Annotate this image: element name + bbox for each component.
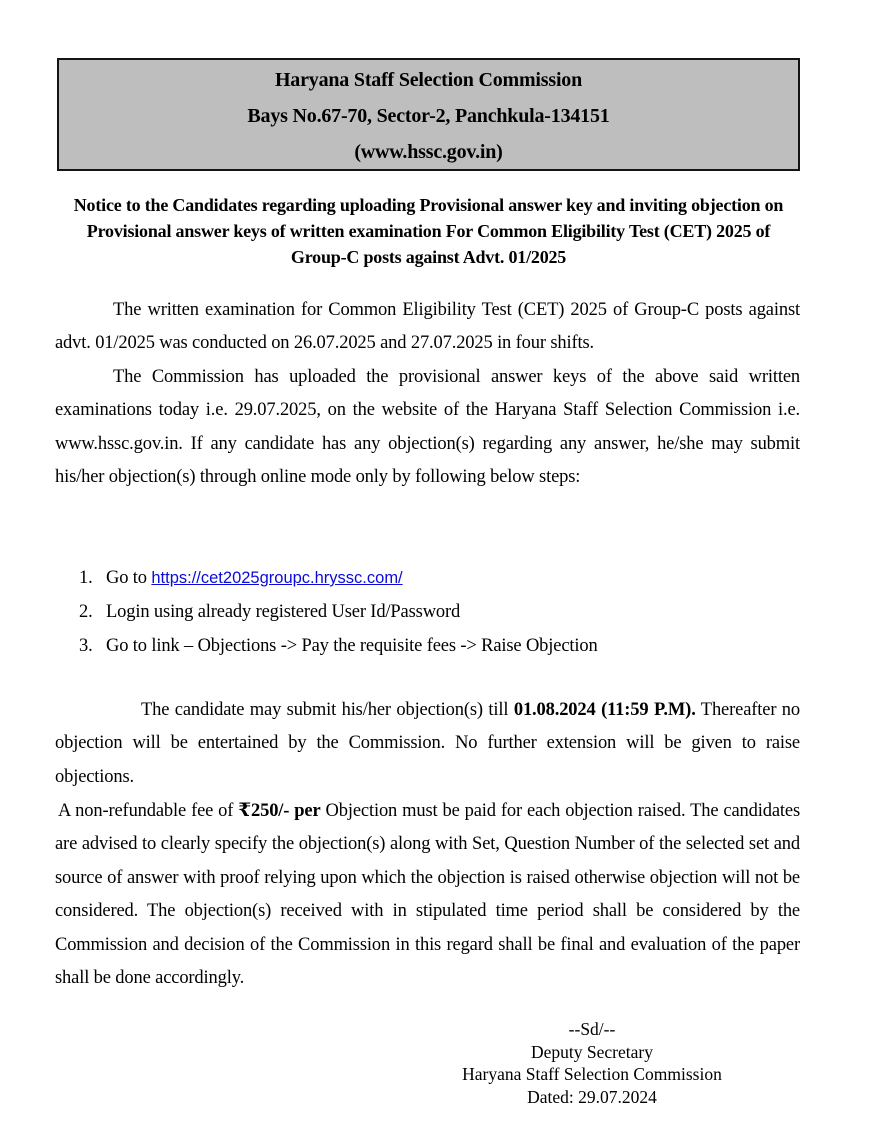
deadline-text-after: Thereafter no objection will be entertained by the Commission. No further extension will be given to raise objections. xyxy=(55,700,800,787)
step-number: 1. xyxy=(79,568,93,588)
signature-block xyxy=(421,1018,763,1108)
fee-text-before: A non-refundable fee of xyxy=(58,801,239,821)
deadline-date: 01.08.2024 (11:59 P.M). xyxy=(513,700,696,720)
step-text-prefix: Go to xyxy=(106,568,152,588)
notice-title: Notice to the Candidates regarding uploading Provisional answer key and inviting objection on Provisional answer keys of written examination For Common Eligibility Test (CET) 2025 of Group-C posts against Advt. 01/2025 xyxy=(73,195,784,267)
fee-text-after: Objection must be paid for each objection raised. The candidates are advised to clearly specify the objection(s) along with Set, Question Number of the selected set and source of answer with proof relying upon which the objection is raised otherwise objection will not be considered. The objection(s) received with in stipulated time period shall be considered by the Commission and decision of the Commission in this regard shall be final and evaluation of the paper shall be done accordingly. xyxy=(55,801,800,989)
deadline-text-before: The candidate may submit his/her objection(s) till xyxy=(141,700,514,720)
step-item-1 xyxy=(79,561,779,595)
signature-designation: Deputy Secretary xyxy=(531,1041,653,1062)
signature-organization: Haryana Staff Selection Commission xyxy=(462,1064,722,1085)
organization-name: Haryana Staff Selection Commission xyxy=(274,69,583,91)
organization-address: Bays No.67-70, Sector-2, Panchkula-134151 xyxy=(247,105,610,127)
signature-date: Dated: 29.07.2024 xyxy=(527,1086,657,1107)
paragraph-objection-fee xyxy=(55,795,800,995)
step-text: Go to link – Objections -> Pay the requisite fees -> Raise Objection xyxy=(106,636,598,656)
paragraph-exam-conducted: The written examination for Common Eligibility Test (CET) 2025 of Group-C posts against advt. 01/2025 was conducted on 26.07.2025 and 27.07.2025 in four shifts. xyxy=(55,300,800,354)
fee-amount: ₹250/- per xyxy=(238,801,321,821)
letterhead-box xyxy=(57,58,800,171)
paragraph-objection-deadline xyxy=(55,694,800,794)
organization-website: (www.hssc.gov.in) xyxy=(354,141,503,163)
step-item-3 xyxy=(79,629,779,663)
signature-sd: --Sd/-- xyxy=(568,1019,616,1039)
step-number: 2. xyxy=(79,602,93,622)
objection-portal-link[interactable]: https://cet2025groupc.hryssc.com/ xyxy=(151,569,403,587)
step-text xyxy=(106,561,403,595)
step-text: Login using already registered User Id/Password xyxy=(106,602,461,622)
paragraph-answer-keys-uploaded: The Commission has uploaded the provisional answer keys of the above said written examinations today i.e. 29.07.2025, on the website of the Haryana Staff Selection Commission i.e. www.hssc.gov.in. If any candidate has any objection(s) regarding any answer, he/she may submit his/her objection(s) through online mode only by following below steps: xyxy=(55,367,800,488)
step-number: 3. xyxy=(79,636,93,656)
objection-steps-list xyxy=(79,561,779,663)
step-item-2 xyxy=(79,595,779,629)
